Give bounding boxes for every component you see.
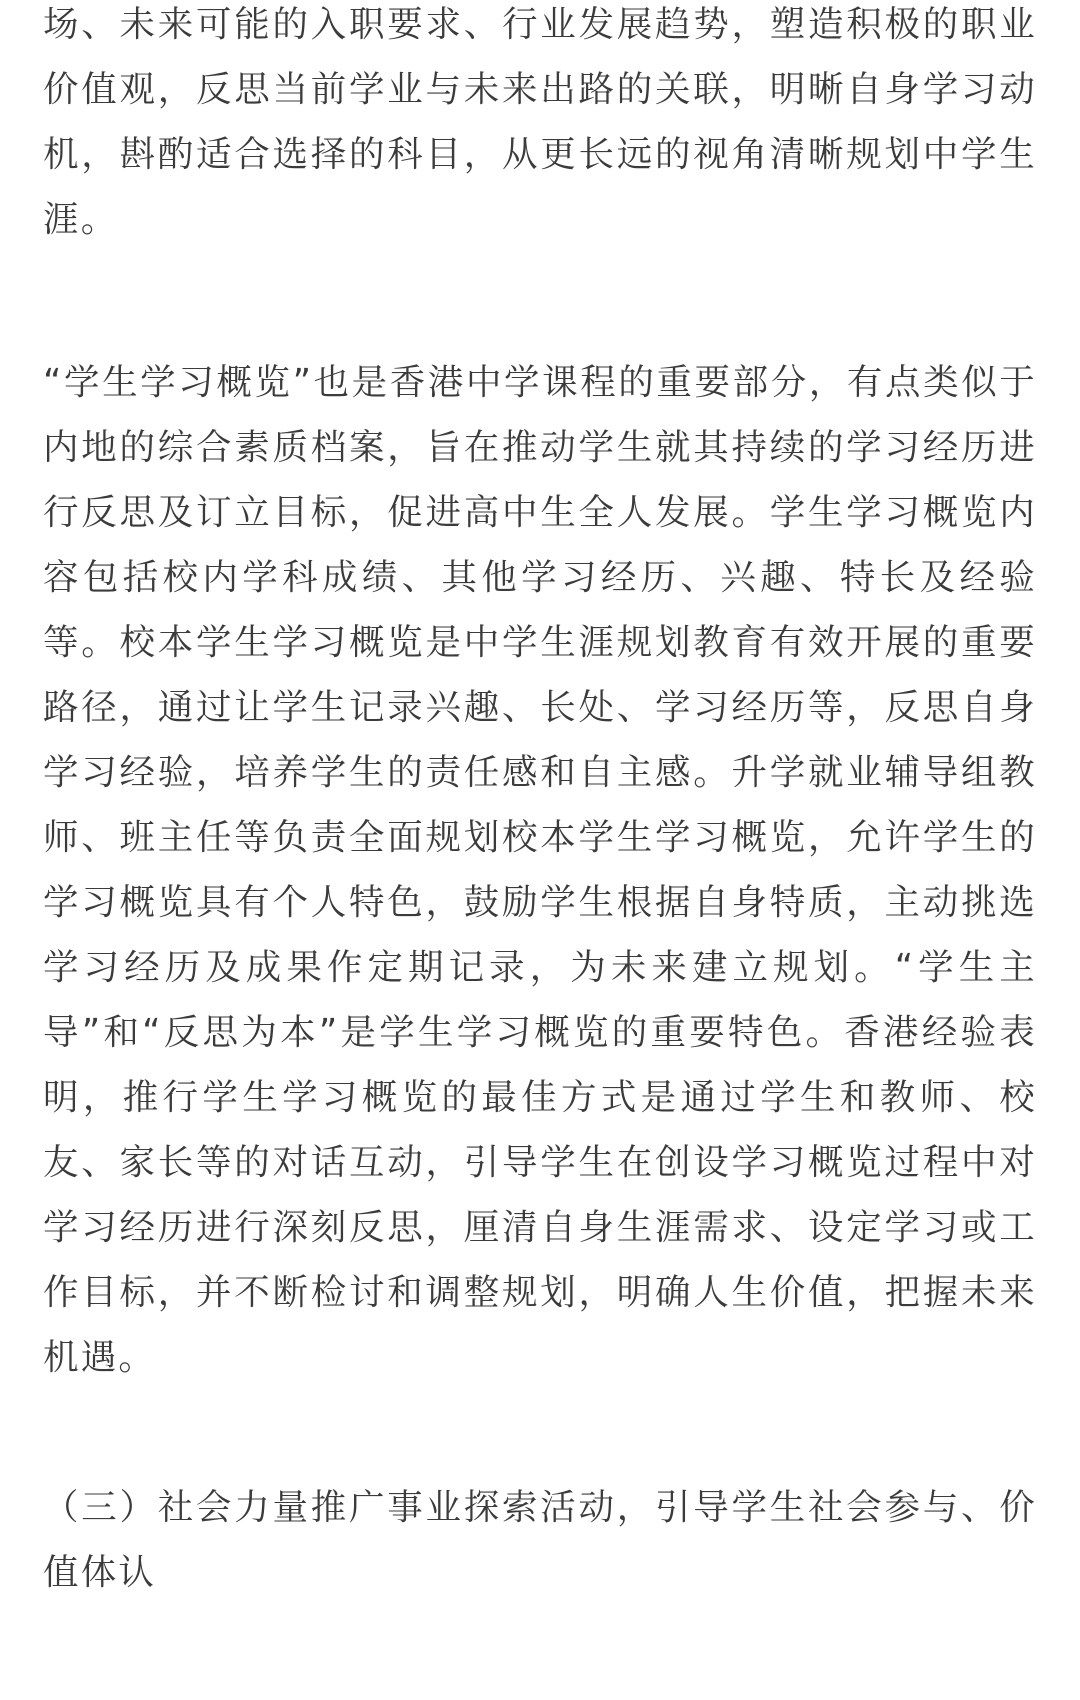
section-heading-social-forces: （三）社会力量推广事业探索活动，引导学生社会参与、价值体认	[43, 1487, 1037, 1593]
paragraph-student-learning-profile: “学生学习概览”也是香港中学课程的重要部分，有点类似于内地的综合素质档案，旨在推动学生就其持续的学习经历进行反思及订立目标，促进高中生全人发展。学生学习概览内容包括校内学科成绩、其他学习经历、兴趣、特长及经验等。校本学生学习概览是中学生涯规划教育有效开展的重要路径，通过让学生记录兴趣、长处、学习经历等，反思自身学习经验，培养学生的责任感和自主感。升学就业辅导组教师、班主任等负责全面规划校本学生学习概览，允许学生的学习概览具有个人特色，鼓励学生根据自身特质，主动挑选学习经历及成果作定期记录，为未来建立规划。“学生主导”和“反思为本”是学生学习概览的重要特色。香港经验表明，推行学生学习概览的最佳方式是通过学生和教师、校友、家长等的对话互动，引导学生在创设学习概览过程中对学习经历进行深刻反思，厘清自身生涯需求、设定学习或工作目标，并不断检讨和调整规划，明确人生价值，把握未来机遇。	[43, 362, 1037, 1378]
paragraph-career-planning: 场、未来可能的入职要求、行业发展趋势，塑造积极的职业价值观，反思当前学业与未来出路的关联，明晰自身学习动机，斟酌适合选择的科目，从更长远的视角清晰规划中学生涯。	[43, 4, 1037, 240]
